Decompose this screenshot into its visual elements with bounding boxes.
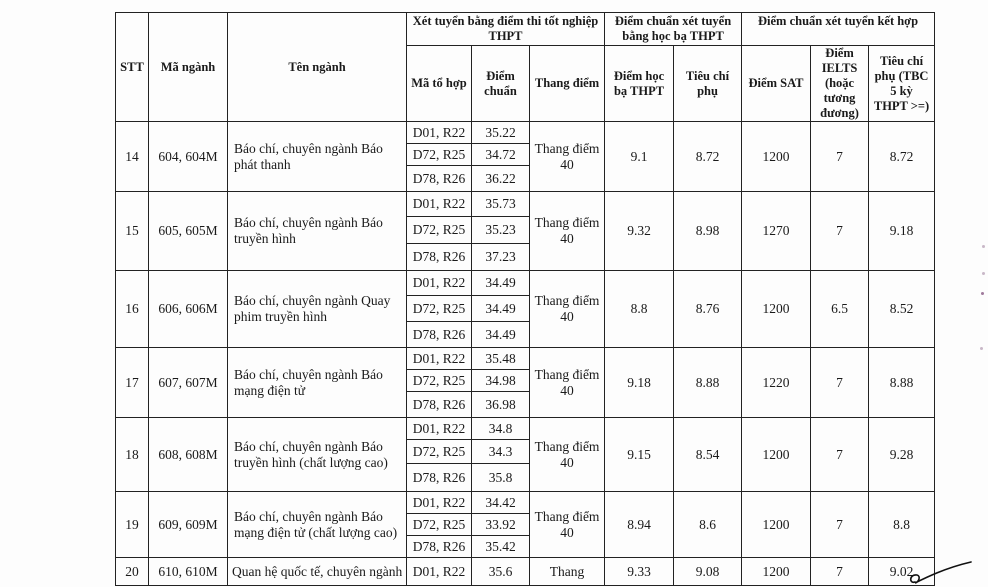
header-group-thpt: Xét tuyển bằng điểm thi tốt nghiệp THPT	[407, 13, 605, 46]
cell-diem-ielts: 7	[811, 418, 869, 492]
table-row	[116, 492, 935, 514]
cell-stt: 17	[116, 348, 149, 418]
cell-stt: 18	[116, 418, 149, 492]
cell-ma-to-hop: D78, R26	[407, 166, 472, 192]
cell-diem-sat: 1200	[742, 492, 811, 558]
signature-mark-icon	[905, 560, 975, 587]
cell-ma-nganh: 607, 607M	[149, 348, 228, 418]
cell-ma-to-hop: D72, R25	[407, 370, 472, 392]
header-stt: STT	[116, 13, 149, 122]
cell-thang-diem: Thang điểm 40	[530, 348, 605, 418]
header-ma-nganh: Mã ngành	[149, 13, 228, 122]
cell-diem-hoc-ba: 9.32	[605, 192, 674, 271]
table-row	[116, 271, 935, 296]
cell-diem-chuan: 34.49	[472, 322, 530, 348]
cell-ma-to-hop: D78, R26	[407, 536, 472, 558]
table-row	[116, 122, 935, 144]
cell-diem-ielts: 7	[811, 492, 869, 558]
cell-ma-nganh: 609, 609M	[149, 492, 228, 558]
cell-diem-ielts: 7	[811, 348, 869, 418]
table-header	[116, 13, 935, 122]
cell-ma-to-hop: D01, R22	[407, 122, 472, 144]
header-thang-diem: Thang điểm	[530, 46, 605, 122]
cell-diem-sat: 1200	[742, 271, 811, 348]
cell-tieu-chi-phu-tbc: 9.02	[869, 558, 935, 586]
cell-diem-chuan: 34.8	[472, 418, 530, 440]
cell-tieu-chi-phu-tbc: 8.52	[869, 271, 935, 348]
cell-tieu-chi-phu: 8.6	[674, 492, 742, 558]
cell-ma-to-hop: D78, R26	[407, 464, 472, 492]
cell-ma-to-hop: D72, R25	[407, 144, 472, 166]
cell-ma-nganh: 604, 604M	[149, 122, 228, 192]
cell-diem-chuan: 36.22	[472, 166, 530, 192]
cell-tieu-chi-phu-tbc: 8.72	[869, 122, 935, 192]
header-ten-nganh: Tên ngành	[228, 13, 407, 122]
cell-diem-sat: 1200	[742, 418, 811, 492]
cell-diem-chuan: 37.23	[472, 244, 530, 271]
cell-ma-to-hop: D01, R22	[407, 418, 472, 440]
table-row	[116, 558, 935, 586]
cell-tieu-chi-phu: 8.76	[674, 271, 742, 348]
cell-stt: 15	[116, 192, 149, 271]
cell-tieu-chi-phu: 9.08	[674, 558, 742, 586]
cell-tieu-chi-phu: 8.72	[674, 122, 742, 192]
scan-speck	[981, 292, 984, 295]
cell-thang-diem: Thang điểm 40	[530, 492, 605, 558]
cell-diem-hoc-ba: 9.33	[605, 558, 674, 586]
cell-diem-hoc-ba: 8.8	[605, 271, 674, 348]
cell-tieu-chi-phu-tbc: 8.88	[869, 348, 935, 418]
header-tieu-chi-phu: Tiêu chí phụ	[674, 46, 742, 122]
cell-ma-to-hop: D72, R25	[407, 440, 472, 464]
cell-diem-chuan: 34.42	[472, 492, 530, 514]
cell-ma-to-hop: D01, R22	[407, 271, 472, 296]
cell-diem-chuan: 34.3	[472, 440, 530, 464]
table-row	[116, 418, 935, 440]
cell-thang-diem: Thang điểm 40	[530, 192, 605, 271]
cell-ten-nganh: Báo chí, chuyên ngành Báo mạng điện tử	[228, 348, 407, 418]
cell-ten-nganh: Báo chí, chuyên ngành Báo phát thanh	[228, 122, 407, 192]
header-ma-to-hop: Mã tổ hợp	[407, 46, 472, 122]
cell-diem-chuan: 35.73	[472, 192, 530, 217]
cell-thang-diem: Thang điểm 40	[530, 122, 605, 192]
cell-thang-diem: Thang điểm 40	[530, 271, 605, 348]
cell-ma-to-hop: D72, R25	[407, 296, 472, 322]
scan-speck	[980, 347, 983, 350]
cell-diem-ielts: 7	[811, 192, 869, 271]
cell-diem-chuan: 34.49	[472, 296, 530, 322]
cell-diem-chuan: 35.22	[472, 122, 530, 144]
cell-ma-to-hop: D01, R22	[407, 192, 472, 217]
cell-ma-to-hop: D72, R25	[407, 514, 472, 536]
cell-stt: 16	[116, 271, 149, 348]
cell-diem-ielts: 7	[811, 122, 869, 192]
cell-diem-chuan: 34.98	[472, 370, 530, 392]
header-diem-sat: Điểm SAT	[742, 46, 811, 122]
cell-ma-to-hop: D01, R22	[407, 348, 472, 370]
cell-diem-chuan: 35.48	[472, 348, 530, 370]
header-group-hocba: Điểm chuẩn xét tuyển bằng học bạ THPT	[605, 13, 742, 46]
cell-stt: 20	[116, 558, 149, 586]
cell-diem-sat: 1200	[742, 558, 811, 586]
cell-diem-chuan: 33.92	[472, 514, 530, 536]
cell-tieu-chi-phu: 8.54	[674, 418, 742, 492]
cell-ma-to-hop: D78, R26	[407, 322, 472, 348]
scan-speck	[982, 272, 985, 275]
scan-speck	[982, 245, 985, 248]
cell-ma-to-hop: D78, R26	[407, 392, 472, 418]
cell-ten-nganh: Báo chí, chuyên ngành Báo truyền hình	[228, 192, 407, 271]
cell-diem-hoc-ba: 9.1	[605, 122, 674, 192]
cell-diem-hoc-ba: 9.15	[605, 418, 674, 492]
cell-tieu-chi-phu: 8.88	[674, 348, 742, 418]
cell-ten-nganh: Quan hệ quốc tế, chuyên ngành	[228, 558, 407, 586]
cell-ten-nganh: Báo chí, chuyên ngành Báo truyền hình (chất lượng cao)	[228, 418, 407, 492]
cell-ma-nganh: 608, 608M	[149, 418, 228, 492]
cell-diem-chuan: 35.6	[472, 558, 530, 586]
header-diem-chuan: Điểm chuẩn	[472, 46, 530, 122]
cell-diem-hoc-ba: 9.18	[605, 348, 674, 418]
header-diem-ielts: Điểm IELTS (hoặc tương đương)	[811, 46, 869, 122]
cell-ma-nganh: 606, 606M	[149, 271, 228, 348]
header-diem-hoc-ba: Điểm học bạ THPT	[605, 46, 674, 122]
cell-diem-ielts: 6.5	[811, 271, 869, 348]
cell-tieu-chi-phu: 8.98	[674, 192, 742, 271]
cell-diem-chuan: 34.49	[472, 271, 530, 296]
cell-stt: 14	[116, 122, 149, 192]
cell-diem-chuan: 35.42	[472, 536, 530, 558]
admission-scores-table	[115, 12, 935, 586]
cell-ma-to-hop: D01, R22	[407, 558, 472, 586]
cell-stt: 19	[116, 492, 149, 558]
cell-tieu-chi-phu-tbc: 9.28	[869, 418, 935, 492]
cell-ma-nganh: 605, 605M	[149, 192, 228, 271]
cell-diem-hoc-ba: 8.94	[605, 492, 674, 558]
cell-diem-chuan: 35.23	[472, 217, 530, 244]
cell-tieu-chi-phu-tbc: 9.18	[869, 192, 935, 271]
table-row	[116, 348, 935, 370]
cell-diem-chuan: 36.98	[472, 392, 530, 418]
cell-diem-sat: 1200	[742, 122, 811, 192]
cell-thang-diem: Thang điểm 40	[530, 418, 605, 492]
cell-diem-sat: 1220	[742, 348, 811, 418]
cell-ten-nganh: Báo chí, chuyên ngành Quay phim truyền hình	[228, 271, 407, 348]
header-group-kethop: Điểm chuẩn xét tuyển kết hợp	[742, 13, 935, 46]
cell-ten-nganh: Báo chí, chuyên ngành Báo mạng điện tử (chất lượng cao)	[228, 492, 407, 558]
header-tieu-chi-phu-tbc: Tiêu chí phụ (TBC 5 kỳ THPT >=)	[869, 46, 935, 122]
cell-ma-to-hop: D72, R25	[407, 217, 472, 244]
cell-diem-sat: 1270	[742, 192, 811, 271]
cell-tieu-chi-phu-tbc: 8.8	[869, 492, 935, 558]
cell-diem-chuan: 35.8	[472, 464, 530, 492]
table-row	[116, 192, 935, 217]
cell-ma-to-hop: D78, R26	[407, 244, 472, 271]
cell-ma-to-hop: D01, R22	[407, 492, 472, 514]
cell-thang-diem: Thang	[530, 558, 605, 586]
cell-ma-nganh: 610, 610M	[149, 558, 228, 586]
cell-diem-ielts: 7	[811, 558, 869, 586]
table-body	[116, 122, 935, 586]
cell-diem-chuan: 34.72	[472, 144, 530, 166]
